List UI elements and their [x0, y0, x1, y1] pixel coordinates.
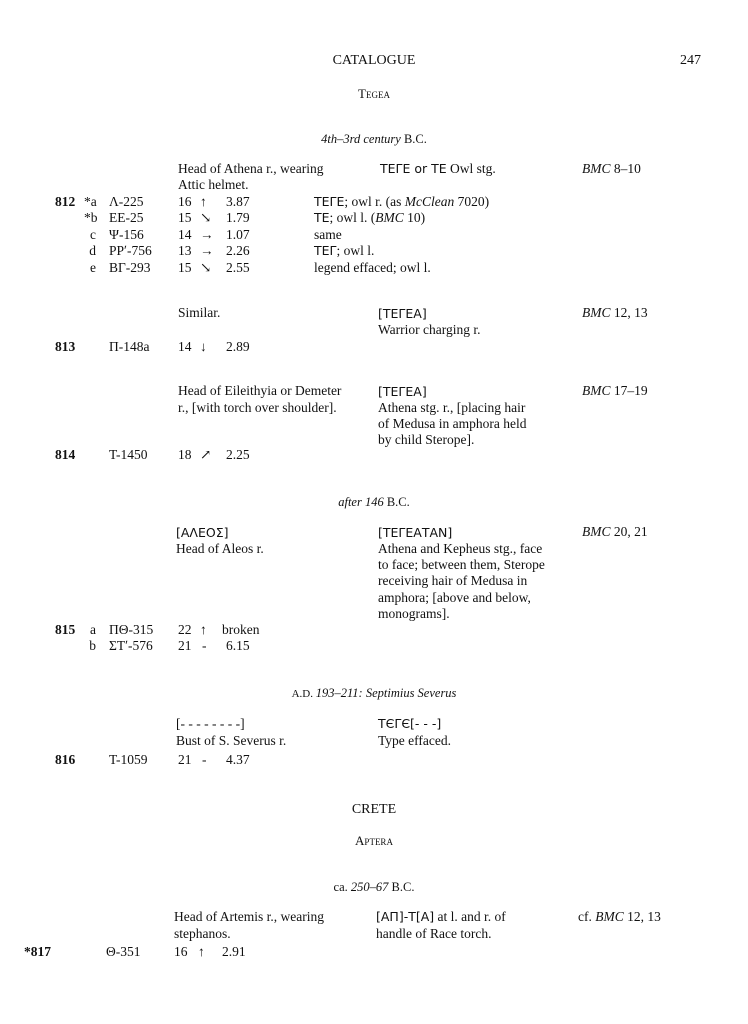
coin-weight: 1.79 [226, 210, 250, 225]
type1-ref-ital: BMC [582, 161, 611, 176]
period-heading-1 [0, 131, 748, 147]
coin-size: 15 [178, 260, 192, 275]
die-axis-icon: ↘ [200, 260, 212, 275]
note-ital: BMC [375, 210, 404, 225]
period-2-suffix: B.C. [386, 495, 410, 509]
type3-reverse-line2: of Medusa in amphora held [378, 416, 527, 431]
period-4-range: 250–67 [350, 880, 389, 894]
inventory-number: Ψ-156 [109, 227, 144, 242]
period-heading-2 [0, 494, 748, 510]
type3-ref-num: 17–19 [610, 383, 648, 398]
inventory-number: ΣΤʹ-576 [109, 638, 153, 653]
coin-size: 21 [178, 638, 192, 653]
coin-number-814: 814 [55, 447, 76, 462]
coin-reverse-note [314, 210, 425, 226]
type1-reverse-desc: Owl stg. [446, 161, 496, 176]
type3-reverse-legend: [ΤΕΓΕΑ] [378, 384, 427, 399]
type1-ref-num: 8–10 [610, 161, 641, 176]
coin-reverse-note [314, 227, 342, 243]
coin-size: 14 [178, 339, 192, 354]
type3-reverse-line1: Athena stg. r., [placing hair [378, 400, 526, 415]
type4-reverse-line1: Athena and Kepheus stg., face [378, 541, 543, 556]
type1-obverse-line2: Attic helmet. [178, 177, 249, 192]
inventory-number: Τ-1059 [109, 752, 148, 767]
type4-ref-ital: BMC [582, 524, 611, 539]
inventory-number: ΡΡʹ-756 [109, 243, 152, 258]
coin-weight: 2.91 [222, 944, 246, 959]
coin-size: 15 [178, 210, 192, 225]
coin-letter: e [90, 260, 96, 275]
coin-reverse-note [314, 194, 489, 210]
note-post: ; owl l. ( [329, 210, 376, 225]
inventory-number: Τ-1450 [109, 447, 148, 462]
die-axis-icon: ↑ [200, 622, 207, 637]
type4-obverse-desc: Head of Aleos r. [176, 541, 264, 556]
coin-weight: 6.15 [226, 638, 250, 653]
crete-ref-num: 12, 13 [623, 909, 661, 924]
type3-ref-ital: BMC [582, 383, 611, 398]
coin-size: 16 [178, 194, 192, 209]
coin-weight: 2.25 [226, 447, 250, 462]
coin-number-812: 812 [55, 194, 76, 209]
die-axis-icon: ↑ [200, 194, 207, 209]
running-head: CATALOGUE [332, 53, 416, 68]
page-number: 247 [680, 53, 701, 68]
inventory-number: ΒΓ-293 [109, 260, 151, 275]
crete-type1-reverse-line2: handle of Race torch. [376, 926, 492, 941]
type4-obverse-legend: [ΑΛΕΟΣ] [176, 525, 229, 540]
note-post: ; owl l. [336, 243, 375, 258]
inventory-number: Π-148a [109, 339, 150, 354]
coin-letter: a [90, 622, 96, 637]
inventory-number: ΠΘ-315 [109, 622, 154, 637]
period-heading-4 [0, 879, 748, 895]
type3-reference [582, 383, 648, 399]
type2-reference [582, 305, 648, 321]
coin-letter: b [89, 638, 96, 653]
coin-weight: broken [222, 622, 260, 637]
crete-ref-ital: BMC [595, 909, 624, 924]
type1-reference [582, 161, 641, 177]
coin-weight: 2.26 [226, 243, 250, 258]
crete-reverse-legend: [ΑΠ]-Τ[Α] [376, 909, 435, 924]
period-4-suffix: B.C. [388, 880, 415, 894]
crete-reverse-rest: at l. and r. of [434, 909, 506, 924]
subsection-title-aptera: Aptera [355, 833, 393, 848]
crete-ref-pre: cf. [578, 909, 596, 924]
period-2-prefix: after 146 [338, 495, 387, 509]
section-title-tegea: Tegea [358, 86, 390, 101]
crete-type1-obverse-line2: stephanos. [174, 926, 231, 941]
coin-reverse-note [314, 243, 374, 259]
note-ital: McClean [404, 194, 455, 209]
note-pre: same [314, 227, 342, 242]
die-axis-icon: ↓ [200, 339, 207, 354]
coin-weight: 2.89 [226, 339, 250, 354]
coin-letter: *b [84, 210, 98, 225]
coin-number-815: 815 [55, 622, 76, 637]
coin-size: 14 [178, 227, 192, 242]
die-axis-icon: - [202, 638, 207, 653]
crete-type1-reference [578, 909, 661, 925]
coin-number-817: *817 [24, 944, 51, 959]
type2-reverse-desc: Warrior charging r. [378, 322, 481, 337]
inventory-number: Λ-225 [109, 194, 144, 209]
type2-obverse: Similar. [178, 305, 221, 320]
die-axis-icon: → [200, 243, 214, 258]
type1-obverse-line1: Head of Athena r., wearing [178, 161, 324, 176]
coin-size: 21 [178, 752, 192, 767]
type2-ref-ital: BMC [582, 305, 611, 320]
period-3-prefix: A.D. [291, 688, 316, 700]
die-axis-icon: ↑ [198, 944, 205, 959]
crete-type1-obverse-line1: Head of Artemis r., wearing [174, 909, 324, 924]
coin-size: 13 [178, 243, 192, 258]
period-3-range: 193–211 [315, 686, 359, 700]
type2-reverse-legend: [ΤΕΓΕΑ] [378, 306, 427, 321]
crete-type1-reverse-line1 [376, 909, 506, 925]
coin-letter: d [89, 243, 96, 258]
type5-obverse-legend: [- - - - - - - -] [176, 716, 245, 731]
note-legend: ΤΕΓ [314, 243, 337, 258]
type2-ref-num: 12, 13 [610, 305, 648, 320]
section-title-crete: CRETE [351, 802, 397, 817]
type4-reverse-line4: amphora; [above and below, [378, 590, 531, 605]
coin-number-813: 813 [55, 339, 76, 354]
inventory-number: Θ-351 [106, 944, 141, 959]
note-post: ; owl r. (as [344, 194, 405, 209]
coin-letter: c [90, 227, 96, 242]
coin-size: 18 [178, 447, 192, 462]
coin-size: 16 [174, 944, 188, 959]
note-tail: 7020) [454, 194, 490, 209]
type3-obverse-line2: r., [with torch over shoulder]. [178, 400, 337, 415]
type3-reverse-line3: by child Sterope]. [378, 432, 475, 447]
die-axis-icon: ↘ [200, 210, 212, 225]
inventory-number: ΕΕ-25 [109, 210, 144, 225]
die-axis-icon: ↗ [200, 447, 212, 462]
coin-size: 22 [178, 622, 192, 637]
note-legend: ΤΕΓΕ [314, 194, 345, 209]
coin-letter: *a [84, 194, 97, 209]
type1-reverse-legend: ΤΕΓΕ or ΤΕ [380, 161, 447, 176]
type4-ref-num: 20, 21 [610, 524, 648, 539]
type5-reverse-desc: Type effaced. [378, 733, 452, 748]
type4-reference [582, 524, 648, 540]
period-1-suffix: B.C. [403, 132, 427, 146]
note-tail: 10) [403, 210, 426, 225]
type5-reverse-legend: ΤЄΓЄ[- - -] [378, 716, 442, 731]
type4-reverse-line2: to face; between them, Sterope [378, 557, 545, 572]
type5-obverse-desc: Bust of S. Severus r. [176, 733, 287, 748]
coin-weight: 2.55 [226, 260, 250, 275]
coin-weight: 3.87 [226, 194, 250, 209]
type1-reverse [380, 161, 496, 177]
note-legend: ΤΕ [314, 210, 330, 225]
period-1-prefix: 4th–3rd century [321, 132, 404, 146]
die-axis-icon: → [200, 227, 214, 242]
period-3-suffix: : Septimius Severus [358, 686, 457, 700]
type3-obverse-line1: Head of Eileithyia or Demeter [178, 383, 342, 398]
period-heading-3 [0, 685, 748, 702]
type4-reverse-legend: [ΤΕΓΕΑΤΑΝ] [378, 525, 453, 540]
coin-reverse-note [314, 260, 431, 276]
type4-reverse-line5: monograms]. [378, 606, 450, 621]
coin-weight: 1.07 [226, 227, 250, 242]
period-4-prefix: ca. [333, 880, 351, 894]
note-pre: legend effaced; owl l. [314, 260, 431, 275]
coin-weight: 4.37 [226, 752, 250, 767]
type4-reverse-line3: receiving hair of Medusa in [378, 573, 528, 588]
coin-number-816: 816 [55, 752, 76, 767]
die-axis-icon: - [202, 752, 207, 767]
